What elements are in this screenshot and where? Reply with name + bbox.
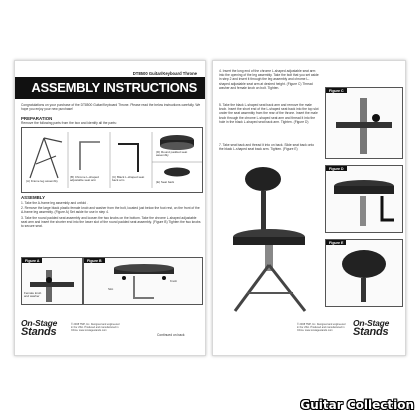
preparation-text: Remove the following parts from the box and identify all the parts:: [21, 121, 117, 125]
page-title: ASSEMBLY INSTRUCTIONS: [31, 80, 197, 95]
figure-c-box: [325, 87, 403, 159]
figure-b-label: Figure B: [84, 258, 105, 263]
seat-back-drawing: [164, 168, 190, 177]
logo-line-2: Stands: [21, 326, 57, 338]
continued-note: Continued on back: [157, 333, 185, 337]
figure-c-illustration: [326, 88, 402, 158]
copyright-text-back: © 2008 TMP, Inc. Designed and engineered in the USA. Produced and manufactured in China. www.onstagestands.com: [297, 323, 346, 332]
part-label-e: (E) Seat back: [156, 180, 175, 184]
step-5: 5. Take the black L-shaped seat back arm and remove the male knob. Insert the short end of the L-shaped seat back into the top slot under the seat assembly from the rear of the throne. Insert the male knob through the chrome L-shaped seat arm and thread it into the hole in the black L-shaped seat back arm. Tighten. (Figure D): [219, 103, 319, 124]
figure-d-box: [325, 165, 403, 233]
figure-b-box: [83, 257, 203, 305]
part-label-b: (B) Chrome L-shaped adjustable seat arm: [70, 175, 99, 183]
brand-logo: [21, 319, 57, 337]
figure-d-label: Figure D: [326, 166, 347, 171]
watermark: Guitar Collection: [300, 398, 414, 412]
step-1: 1. Take the A-frame leg assembly and unfold .: [21, 201, 88, 205]
figure-a-label: Figure A: [22, 258, 42, 263]
figure-e-box: [325, 239, 403, 307]
figure-b-slot-callout: Slot: [108, 287, 114, 291]
chrome-arm-drawing: [80, 142, 100, 170]
brand-logo-back: [353, 319, 389, 337]
frame-leg-drawing: [30, 138, 62, 178]
figure-c-label: Figure C: [326, 88, 347, 93]
figure-a-box: [21, 257, 83, 305]
instruction-page-back: [212, 60, 406, 356]
model-name: DT8500 Guitar/Keyboard Throne: [132, 71, 197, 76]
step-7: 7. Take seat back and thread it into on back. Slide seat back onto the black L-shaped seat back arm. Tighten. (Figure E): [219, 143, 315, 152]
step-4: 4. Insert the long end of the chrome L-shaped adjustable seat arm into the opening of the leg assembly. Take the bolt that you set aside in step 2 and insert it through the leg assembly and chrome L-shaped adjustable seat arm at desired height. (Figure C) Thread washer and female knob on bolt. Tighten.: [219, 69, 319, 90]
step-2: 2. Remove the large black plastic female knob and washer from the bolt, located just below the foot rest, on the front of the A-frame leg assembly. (Figure A) Set aside for use in step 4.: [21, 206, 200, 215]
instruction-page-front: [14, 60, 206, 356]
figure-b-illustration: [84, 258, 202, 304]
figure-a-callout: Female knob and washer: [24, 291, 42, 299]
figure-e-label: Figure E: [326, 240, 346, 245]
seat-drawing: [160, 135, 194, 150]
copyright-text: © 2008 TMP, Inc. Designed and engineered in the USA. Produced and manufactured in China. www.onstagestands.com: [71, 323, 120, 332]
part-label-d: (D) Round padded seat assembly: [156, 150, 188, 158]
step-3: 3. Take the round padded seat assembly and loosen the two knobs on the bottom. Take the chrome L-shaped adjustable seat arm and insert the shorter end into the lower slot of the round padded seat assembly. (Figure B) Tighten the two knobs to secure seat.: [21, 216, 201, 229]
black-arm-drawing: [118, 144, 138, 172]
figure-b-knob-callout: Knob: [170, 279, 178, 283]
throne-illustration: [219, 165, 323, 315]
title-bar: [15, 77, 205, 99]
assembly-heading: ASSEMBLY: [21, 195, 45, 200]
preparation-heading: PREPARATION: [21, 116, 53, 121]
parts-diagram: [21, 127, 203, 193]
part-label-a: (A) Frame leg assembly: [26, 179, 58, 183]
logo-back-line-1: On-Stage: [353, 318, 390, 328]
figure-d-illustration: [326, 166, 402, 232]
part-label-c: (C) Black L-shaped seat back arm: [112, 175, 145, 183]
logo-back-line-2: Stands: [353, 326, 389, 338]
logo-line-1: On-Stage: [21, 318, 58, 328]
intro-text: Congratulations on your purchase of the DT8500 Guitar/Keyboard Throne. Please read the below instructions carefully. We hope you enjoy your new purchase!: [21, 103, 201, 112]
figure-e-illustration: [326, 240, 402, 306]
